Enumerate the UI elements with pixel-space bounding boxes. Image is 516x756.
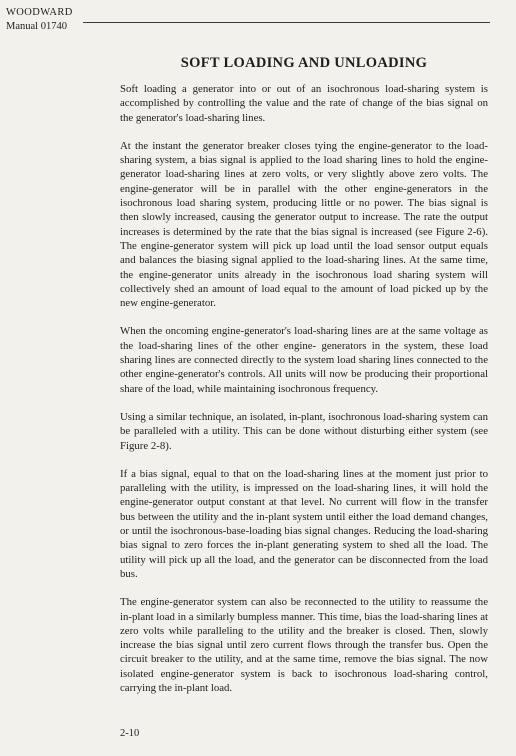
header-brand: WOODWARD — [6, 7, 73, 18]
header-manual-number: Manual 01740 — [6, 21, 67, 32]
page-title: SOFT LOADING AND UNLOADING — [180, 55, 428, 71]
paragraph-2: At the instant the generator breaker closes tying the engine-generator to the load-sharing system, a bias signal is applied to the load sharing lines to hold the engine-generator load-sharing lines at zero volts, or very slightly above zero volts. The engine-generator will be in parallel with the other engine-generators in the isochronous load sharing system, producing little or no power. The bias signal is then slowly increased, causing the generator output to increase. The rate the output increases is determined by the rate that the bias signal is increased (see Figure 2-6). The engine-generator system will pick up load until the load sensor output equals and balances the biasing signal applied to the load-sharing lines. At the same time, the engine-generator units already in the isochronous load sharing system will collectively shed an amount of load equal to the amount of load picked up by the new engine-generator. — [120, 139, 488, 310]
body-text — [120, 82, 488, 709]
paragraph-4: Using a similar technique, an isolated, in-plant, isochronous load-sharing system can be paralleled with a utility. This can be done without disturbing either system (see Figure 2-8). — [120, 410, 488, 452]
page-number: 2-10 — [120, 728, 140, 739]
paragraph-1: Soft loading a generator into or out of an isochronous load-sharing system is accomplished by controlling the value and the rate of change of the bias signal on the generator's load-sharing lines. — [120, 83, 488, 124]
page-header — [6, 7, 496, 33]
paragraph-3: When the oncoming engine-generator's load-sharing lines are at the same voltage as the load-sharing lines of the other engine- generators in the system, these load sharing lines are connected directly to the system load sharing lines connected to the other engine-generator's controls. All units will now be producing their proportional share of the load, while maintaining isochronous frequency. — [120, 325, 488, 395]
paragraph-5: If a bias signal, equal to that on the load-sharing lines at the moment just prior to paralleling with the utility, is impressed on the load-sharing lines, it will hold the engine-generator output constant at that level. No current will flow in the transfer bus between the utility and the in-plant system until either the load demand changes, or until the isochronous-base-loading bias signal changes. Reducing the load-sharing bias signal to zero forces the in-plant generating system to shed all the load. The utility will pick up all the load, and the generator can be disconnected from the load bus. — [120, 467, 488, 580]
paragraph-6: The engine-generator system can also be reconnected to the utility to reassume the in-plant load in a similarly bumpless manner. This time, bias the load-sharing lines at zero volts while paralleling to the utility and the breaker is closed. Then, slowly increase the bias signal until zero current flows through the transfer bus. Open the circuit breaker to the utility, and at the same time, remove the bias signal. The now isolated engine-generator system is back to isochronous load-sharing control, carrying the in-plant load. — [120, 596, 488, 694]
header-rule — [83, 22, 490, 23]
